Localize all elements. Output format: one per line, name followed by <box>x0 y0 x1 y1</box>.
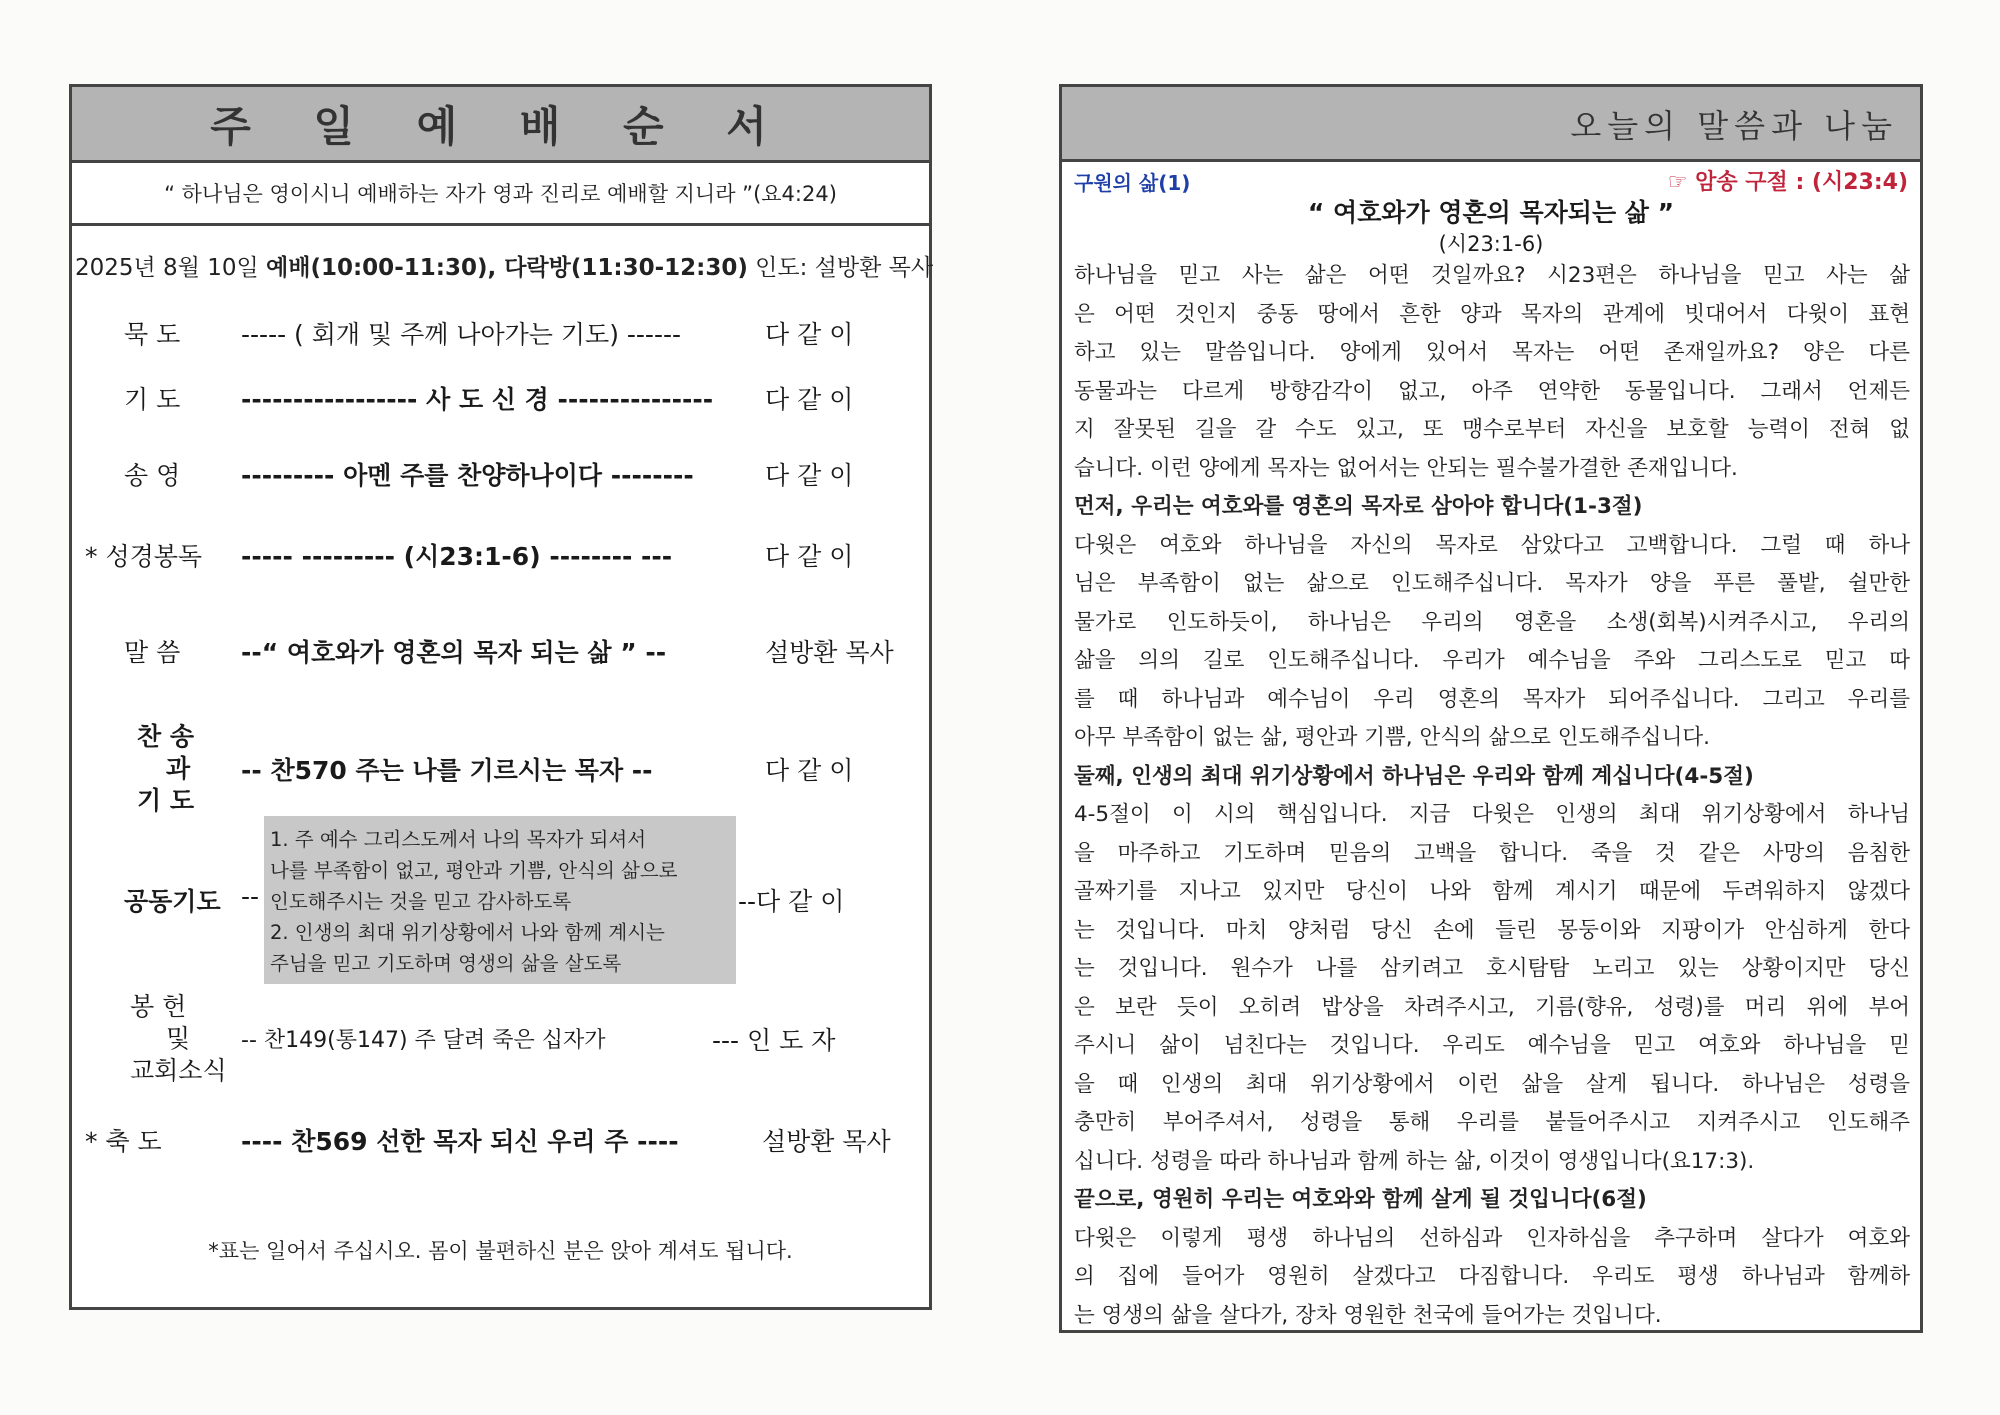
order-row-hymn-and-prayer <box>72 717 929 827</box>
order-item: ---- 찬569 선한 목자 되신 우리 주 ---- <box>241 1127 679 1156</box>
standing-note: *표는 일어서 주십시오. 몸이 불편하신 분은 앉아 계셔도 됩니다. <box>208 1239 793 1263</box>
order-label: 말 씀 <box>124 638 181 667</box>
body-line: 물가로 인도하듯이, 하나님은 우리의 영혼을 소생(회복)시켜주시고, 우리의 <box>1074 609 1910 635</box>
body-line: 십니다. 성령을 따라 하나님과 함께 하는 삶, 이것이 영생입니다(요17:3). <box>1074 1148 1755 1174</box>
order-row-offering <box>72 987 929 1097</box>
order-leader: --다 같 이 <box>738 887 845 916</box>
order-label: 송 영 <box>124 461 181 490</box>
memory-verse: ☞ 암송 구절 : (시23:4) <box>1667 170 1908 195</box>
order-label: 기 도 <box>124 385 181 414</box>
body-line: 는 영생의 삶을 살다가, 장차 영원한 천국에 들어가는 것입니다. <box>1074 1302 1662 1328</box>
service-leader: 인도: 설방환 목사 <box>747 255 934 281</box>
hymn-label-bottom: 기 도 <box>137 786 195 815</box>
sermon-notes-panel <box>1059 84 1923 1333</box>
body-line: 의 집에 들어가 영원히 살겠다고 다짐합니다. 우리도 평생 하나님과 함께하 <box>1074 1264 1910 1289</box>
section-heading: 먼저, 우리는 여호와를 영혼의 목자로 삼아야 합니다(1-3절) <box>1074 494 1643 519</box>
body-line: 하고 있는 말씀입니다. 양에게 있어서 목자는 어떤 존재일까요? 양은 다른 <box>1074 340 1910 365</box>
order-leader: 설방환 목사 <box>762 1127 891 1156</box>
sermon-title: “ 여호와가 영혼의 목자되는 삶 ” <box>1307 198 1675 227</box>
body-line: 충만히 부어주셔서, 성령을 통해 우리를 붙들어주시고 지켜주시고 인도해주 <box>1074 1110 1910 1135</box>
service-times: 예배(10:00-11:30), 다락방(11:30-12:30) <box>266 255 748 281</box>
body-line: 4-5절이 이 시의 핵심입니다. 지금 다윗은 인생의 최대 위기상황에서 하나님 <box>1074 802 1910 827</box>
body-line: 는 것입니다. 마치 양처럼 당신 손에 들린 몽둥이와 지팡이가 안심하게 한다 <box>1074 917 1910 943</box>
order-item: -- 찬149(통147) 주 달려 죽은 십자가 <box>241 1028 606 1053</box>
order-label: 과 <box>166 754 191 783</box>
order-item: ----------------- 사 도 신 경 --------------- <box>241 385 714 414</box>
order-label: * 축 도 <box>85 1127 162 1156</box>
order-item: --“ 여호와가 영혼의 목자 되는 삶 ” -- <box>241 638 667 667</box>
body-line: 하나님을 믿고 사는 삶은 어떤 것일까요? 시23편은 하나님을 믿고 사는 삶 <box>1074 263 1910 288</box>
body-line: 님은 부족함이 없는 삶으로 인도해주십니다. 목자가 양을 푸른 풀밭, 쉴만한 <box>1074 571 1910 596</box>
section-heading: 둘째, 인생의 최대 위기상황에서 하나님은 우리와 함께 계십니다(4-5절) <box>1074 763 1754 789</box>
body-line: 는 것입니다. 원수가 나를 삼키려고 호시탐탐 노리고 있는 상황이지만 당신 <box>1074 956 1910 981</box>
theme-verse: “ 하나님은 영이시니 예배하는 자가 영과 진리로 예배할 지니라 ”(요4:24) <box>72 163 929 226</box>
body-line: 지 잘못된 길을 갈 수도 있고, 또 맹수로부터 자신을 보호할 능력이 전혀 없 <box>1074 417 1910 442</box>
prayer-line: 나를 부족함이 없고, 평안과 기쁨, 안식의 삶으로 <box>270 859 678 882</box>
order-of-worship-title: 주 일 예 배 순 서 <box>72 87 929 163</box>
order-label: * 성경봉독 <box>85 542 203 571</box>
body-line: 을 마주하고 기도하며 믿음의 고백을 합니다. 죽을 것 같은 사망의 음침한 <box>1074 840 1910 866</box>
body-line: 주시니 삶이 넘친다는 것입니다. 우리도 예수님을 믿고 여호와 하나님을 믿 <box>1074 1033 1910 1058</box>
body-line: 를 때 하나님과 예수님이 우리 영혼의 목자가 되어주십니다. 그리고 우리를 <box>1074 686 1910 712</box>
body-line: 동물과는 다르게 방향감각이 없고, 아주 연약한 동물입니다. 그래서 언제든 <box>1074 378 1910 404</box>
order-leader: 다 같 이 <box>765 542 854 571</box>
order-item: --------- 아멘 주를 찬양하나이다 -------- <box>241 461 694 490</box>
order-label: 묵 도 <box>124 320 181 349</box>
body-line: 다윗은 여호와 하나님을 자신의 목자로 삼았다고 고백합니다. 그럴 때 하나 <box>1074 532 1910 558</box>
prayer-line: 1. 주 예수 그리스도께서 나의 목자가 되셔서 <box>270 828 647 851</box>
body-line: 삶을 의의 길로 인도해주십니다. 우리가 예수님을 주와 그리스도로 믿고 따 <box>1074 648 1910 673</box>
body-line: 을 때 인생의 최대 위기상황에서 이런 삶을 살게 됩니다. 하나님은 성령을 <box>1074 1071 1910 1097</box>
body-line: 은 어떤 것인지 중동 땅에서 흔한 양과 목자의 관계에 빗대어서 다윗이 표현 <box>1074 301 1910 327</box>
prayer-line: 인도해주시는 것을 믿고 감사하도록 <box>270 890 572 913</box>
series-tag: 구원의 삶(1) <box>1074 171 1191 195</box>
body-line: 골짜기를 지나고 있지만 당신이 나와 함께 계시기 때문에 두려워하지 않겠다 <box>1074 879 1910 904</box>
order-leader: 다 같 이 <box>765 385 854 414</box>
sermon-reference: (시23:1-6) <box>1438 232 1544 256</box>
order-leader: --- 인 도 자 <box>712 1026 836 1055</box>
section-heading: 끝으로, 영원히 우리는 여호와와 함께 살게 될 것입니다(6절) <box>1074 1187 1647 1212</box>
body-line: 은 보란 듯이 오히려 밥상을 차려주시고, 기름(향유, 성령)를 머리 위에 부어 <box>1074 994 1910 1020</box>
corporate-prayer-box <box>264 816 736 984</box>
prayer-line: 2. 인생의 최대 위기상황에서 나와 함께 계시는 <box>270 921 665 944</box>
sermon-body <box>1074 257 1910 1335</box>
order-label: 공동기도 <box>124 887 221 916</box>
offering-label-bottom: 교회소식 <box>130 1056 227 1085</box>
body-line: 다윗은 이렇게 평생 하나님의 선하심과 인자하심을 추구하며 살다가 여호와 <box>1074 1225 1910 1251</box>
order-item: ----- --------- (시23:1-6) -------- --- <box>241 542 673 571</box>
service-date-line <box>75 249 933 282</box>
body-line: 습니다. 이런 양에게 목자는 없어서는 안되는 필수불가결한 존재입니다. <box>1074 455 1738 481</box>
sermon-notes-header <box>1062 87 1920 162</box>
order-label: 및 <box>166 1024 191 1053</box>
order-item: ----- ( 회개 및 주께 나아가는 기도) ------ <box>241 320 682 349</box>
prayer-line: 주님을 믿고 기도하며 영생의 삶을 살도록 <box>270 952 622 975</box>
order-leader: 다 같 이 <box>765 756 854 785</box>
offering-label-top: 봉 헌 <box>130 992 187 1021</box>
hymn-label-top: 찬 송 <box>137 722 195 751</box>
order-item: -- <box>241 882 260 911</box>
sermon-notes-title: 오늘의 말씀과 나눔 <box>1570 107 1898 145</box>
order-leader: 다 같 이 <box>765 320 854 349</box>
order-of-worship-panel <box>69 84 932 1310</box>
order-leader: 설방환 목사 <box>765 638 894 667</box>
order-leader: 다 같 이 <box>765 461 854 490</box>
body-line: 아무 부족함이 없는 삶, 평안과 기쁨, 안식의 삶으로 인도해주십니다. <box>1074 725 1710 750</box>
order-item: -- 찬570 주는 나를 기르시는 목자 -- <box>241 756 653 785</box>
service-date: 2025년 8월 10일 <box>75 255 267 281</box>
